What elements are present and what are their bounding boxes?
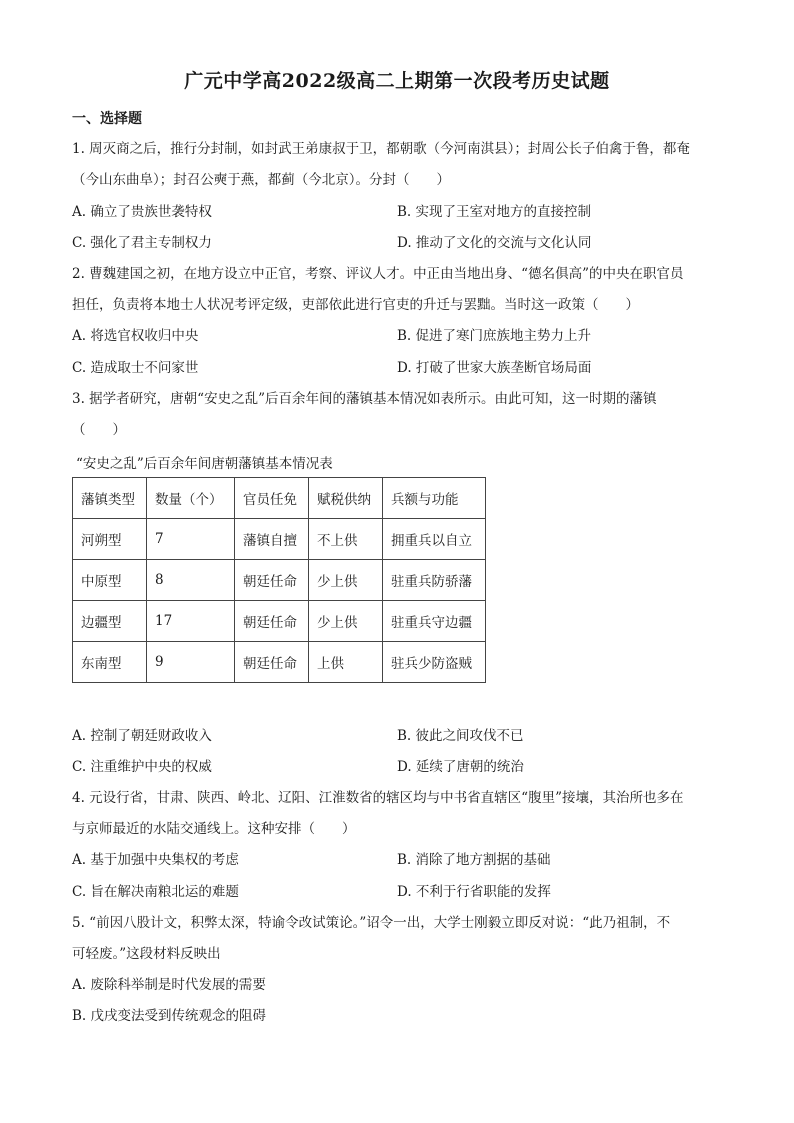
table-row bbox=[73, 642, 486, 683]
table-cell: 藩镇自擅 bbox=[235, 519, 309, 560]
table-cell: 少上供 bbox=[309, 560, 383, 601]
table-header-cell: 数量（个） bbox=[147, 478, 235, 519]
table-cell: 朝廷任命 bbox=[235, 601, 309, 642]
question-3-option-b: B. 彼此之间攻伐不已 bbox=[397, 728, 524, 744]
question-3-option-d: D. 延续了唐朝的统治 bbox=[397, 759, 524, 775]
question-3-option-a: A. 控制了朝廷财政收入 bbox=[72, 728, 212, 744]
table-cell: 不上供 bbox=[309, 519, 383, 560]
question-3-line-2: （ ） bbox=[72, 422, 126, 438]
fanzhen-table bbox=[72, 477, 486, 683]
table-cell: 7 bbox=[147, 519, 235, 560]
question-3-line-1: 3. 据学者研究，唐朝“安史之乱”后百余年间的藩镇基本情况如表所示。由此可知，这一时期的藩镇 bbox=[72, 391, 657, 407]
question-4-option-c: C. 旨在解决南粮北运的难题 bbox=[72, 884, 239, 900]
table-cell: 朝廷任命 bbox=[235, 560, 309, 601]
table-caption: “安史之乱”后百余年间唐朝藩镇基本情况表 bbox=[76, 456, 333, 472]
question-1-option-a: A. 确立了贵族世袭特权 bbox=[72, 204, 212, 220]
table-cell: 驻重兵防骄藩 bbox=[383, 560, 486, 601]
question-5-line-2: 可轻废。”这段材料反映出 bbox=[72, 946, 221, 962]
table-cell: 9 bbox=[147, 642, 235, 683]
question-4-option-a: A. 基于加强中央集权的考虑 bbox=[72, 852, 239, 868]
table-row bbox=[73, 601, 486, 642]
question-5-option-b: B. 戊戌变法受到传统观念的阻碍 bbox=[72, 1008, 267, 1024]
table-row bbox=[73, 560, 486, 601]
table-header-cell: 兵额与功能 bbox=[383, 478, 486, 519]
question-2-line-2: 担任，负责将本地士人状况考评定级，吏部依此进行官吏的升迁与罢黜。当时这一政策（ ） bbox=[72, 297, 639, 313]
question-1-line-2: （今山东曲阜）；封召公奭于燕，都蓟（今北京）。分封（ ） bbox=[72, 172, 450, 188]
table-cell: 上供 bbox=[309, 642, 383, 683]
question-2-option-b: B. 促进了寒门庶族地主势力上升 bbox=[397, 328, 592, 344]
question-5-option-a: A. 废除科举制是时代发展的需要 bbox=[72, 977, 266, 993]
table-row bbox=[73, 519, 486, 560]
table-cell: 8 bbox=[147, 560, 235, 601]
question-4-line-2: 与京师最近的水陆交通线上。这种安排（ ） bbox=[72, 821, 356, 837]
question-4-line-1: 4. 元设行省，甘肃、陕西、岭北、辽阳、江淮数省的辖区均与中书省直辖区“腹里”接壤，其治所也多在 bbox=[72, 790, 684, 806]
question-2-line-1: 2. 曹魏建国之初，在地方设立中正官，考察、评议人才。中正由当地出身、“德名俱高”的中央在职官员 bbox=[72, 266, 684, 282]
question-1-option-d: D. 推动了文化的交流与文化认同 bbox=[397, 235, 592, 251]
question-2-option-d: D. 打破了世家大族垄断官场局面 bbox=[397, 360, 592, 376]
table-cell: 17 bbox=[147, 601, 235, 642]
table-cell: 驻兵少防盗贼 bbox=[383, 642, 486, 683]
table-cell: 中原型 bbox=[73, 560, 147, 601]
question-4-option-d: D. 不利于行省职能的发挥 bbox=[397, 884, 551, 900]
table-cell: 拥重兵以自立 bbox=[383, 519, 486, 560]
question-2-option-c: C. 造成取士不问家世 bbox=[72, 360, 199, 376]
question-1-option-c: C. 强化了君主专制权力 bbox=[72, 235, 212, 251]
table-cell: 朝廷任命 bbox=[235, 642, 309, 683]
question-2-option-a: A. 将选官权收归中央 bbox=[72, 328, 199, 344]
question-1-option-b: B. 实现了王室对地方的直接控制 bbox=[397, 204, 592, 220]
table-cell: 河朔型 bbox=[73, 519, 147, 560]
table-header-cell: 赋税供纳 bbox=[309, 478, 383, 519]
question-1-line-1: 1. 周灭商之后，推行分封制，如封武王弟康叔于卫，都朝歌（今河南淇县）；封周公长子伯禽于鲁，都奄 bbox=[72, 141, 690, 157]
question-4-option-b: B. 消除了地方割据的基础 bbox=[397, 852, 551, 868]
question-5-line-1: 5. “前因八股计文，积弊太深，特谕令改试策论。”诏令一出，大学士刚毅立即反对说：“此乃祖制，不 bbox=[72, 915, 671, 931]
table-header-cell: 官员任免 bbox=[235, 478, 309, 519]
table-cell: 东南型 bbox=[73, 642, 147, 683]
page-title: 广元中学高2022级高二上期第一次段考历史试题 bbox=[184, 70, 610, 92]
table-cell: 少上供 bbox=[309, 601, 383, 642]
table-cell: 边疆型 bbox=[73, 601, 147, 642]
table-header-cell: 藩镇类型 bbox=[73, 478, 147, 519]
question-3-option-c: C. 注重维护中央的权威 bbox=[72, 759, 212, 775]
table-header-row bbox=[73, 478, 486, 519]
section-heading: 一、选择题 bbox=[72, 111, 142, 127]
table-cell: 驻重兵守边疆 bbox=[383, 601, 486, 642]
